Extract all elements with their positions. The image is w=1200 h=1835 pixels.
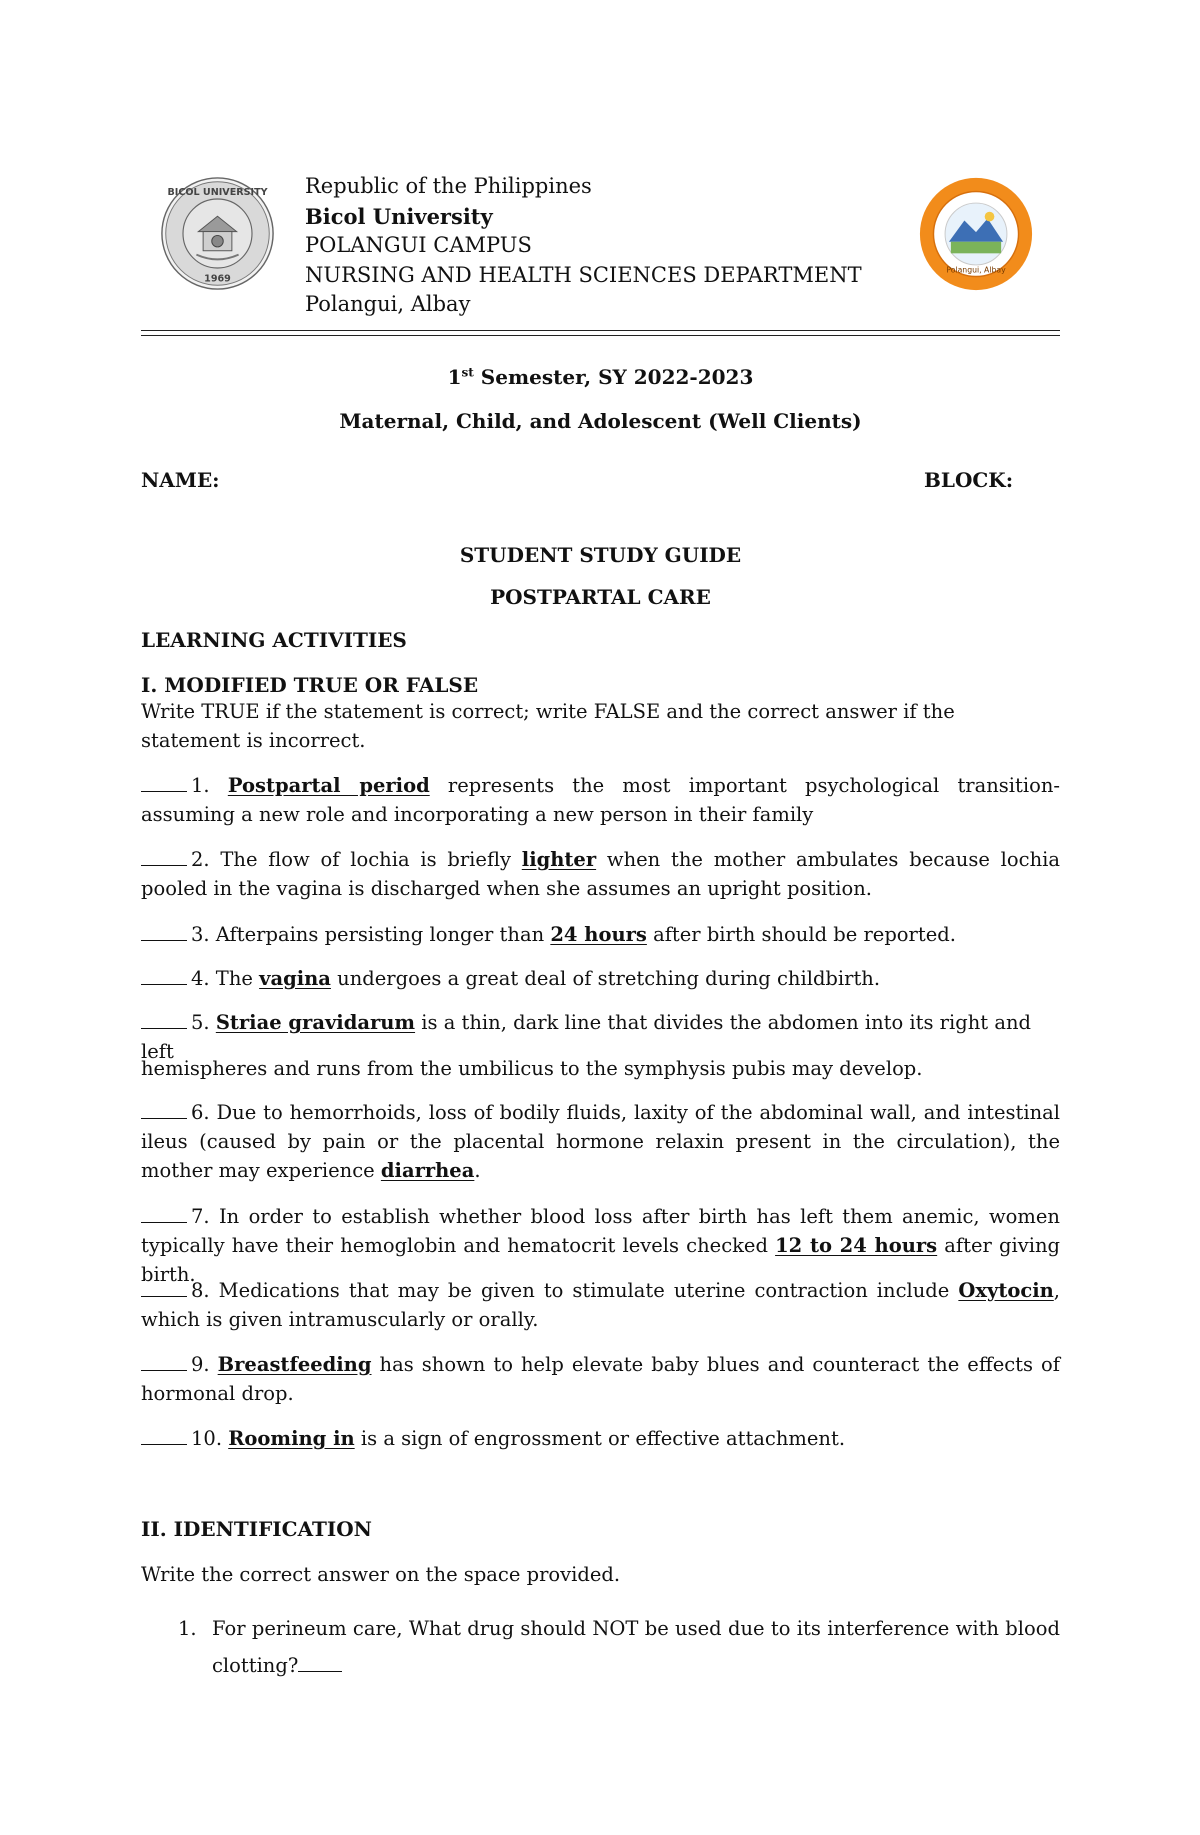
tf-item-text: is a sign of engrossment or effective attachment. [354, 1427, 846, 1450]
tf-item-number: 5. [191, 1011, 210, 1034]
header-republic: Republic of the Philippines [305, 174, 592, 198]
learning-activities-heading: LEARNING ACTIVITIES [141, 628, 407, 652]
tf-item-number: 9. [191, 1353, 210, 1376]
tf-key-term: lighter [521, 848, 597, 871]
svg-text:BICOL UNIVERSITY: BICOL UNIVERSITY [167, 187, 268, 199]
identification-item-text: For perineum care, What drug should NOT be used due to its interference with blood clotting? [212, 1617, 1060, 1677]
block-label: BLOCK: [924, 468, 1014, 492]
answer-blank[interactable] [141, 1426, 187, 1445]
tf-item-number: 6. [191, 1101, 210, 1124]
identification-item-number: 1. [178, 1617, 197, 1640]
answer-blank[interactable] [141, 966, 187, 985]
header-campus: POLANGUI CAMPUS [305, 233, 532, 257]
answer-blank[interactable] [141, 1278, 187, 1297]
answer-blank[interactable] [141, 1010, 187, 1029]
tf-item-text: is a thin, dark line that divides the abdomen into its right and left [141, 1011, 1031, 1063]
tf-item-number: 8. [191, 1279, 210, 1302]
tf-item-1 [141, 771, 1060, 829]
answer-blank[interactable] [141, 1204, 187, 1223]
identification-item-1 [178, 1610, 1060, 1684]
tf-item-5-continuation: hemispheres and runs from the umbilicus to the symphysis pubis may develop. [141, 1057, 923, 1080]
tf-item-text: Due to hemorrhoids, loss of bodily fluids, laxity of the abdominal wall, and intestinal ileus (caused by pain or the placental hormone relaxin present in the circulation), the mother may experience [141, 1101, 1060, 1182]
tf-key-term: Breastfeeding [217, 1353, 372, 1376]
tf-item-text [210, 774, 228, 797]
study-guide-topic: POSTPARTAL CARE [490, 585, 711, 609]
tf-item-text: Afterpains persisting longer than [209, 923, 551, 946]
part1-heading: I. MODIFIED TRUE OR FALSE [141, 673, 479, 697]
tf-item-text: The flow of lochia is briefly [209, 848, 522, 871]
tf-item-number: 1. [191, 774, 210, 797]
tf-item-number: 3. [191, 923, 210, 946]
tf-key-term: Oxytocin [958, 1279, 1054, 1302]
tf-item-number: 10. [191, 1427, 223, 1450]
answer-blank[interactable] [141, 922, 187, 941]
tf-item-number: 7. [191, 1205, 210, 1228]
header-department: NURSING AND HEALTH SCIENCES DEPARTMENT [305, 262, 862, 287]
tf-item-text [210, 1353, 218, 1376]
header-location: Polangui, Albay [305, 292, 471, 316]
tf-item-text: . [474, 1159, 481, 1182]
svg-text:1969: 1969 [204, 273, 231, 285]
tf-item-text: when the mother ambulates because lochia pooled in the vagina is discharged when she assumes an upright position. [141, 848, 1060, 900]
part1-instructions: Write TRUE if the statement is correct; write FALSE and the correct answer if the statement is incorrect. [141, 700, 955, 752]
tf-item-text: , which is given intramuscularly or orally. [141, 1279, 1060, 1331]
tf-item-text: In order to establish whether blood loss after birth has left them anemic, women typically have their hemoglobin and hematocrit levels checked [141, 1205, 1060, 1257]
tf-key-term: vagina [259, 967, 331, 990]
tf-item-2 [141, 845, 1060, 903]
tf-item-text: The [209, 967, 260, 990]
tf-item-text: represents the most important psychological transition- assuming a new role and incorporating a new person in their family [141, 774, 1060, 826]
tf-item-10 [141, 1424, 1060, 1453]
polangui-campus-seal-logo [918, 176, 1034, 292]
answer-blank[interactable] [141, 1100, 187, 1119]
tf-key-term: Rooming in [228, 1427, 355, 1450]
tf-item-number: 4. [191, 967, 210, 990]
semester-suffix: st [461, 365, 474, 380]
semester-text: Semester, SY 2022-2023 [473, 365, 754, 389]
semester-line [141, 365, 1060, 389]
tf-item-3 [141, 920, 1060, 949]
study-guide-title: STUDENT STUDY GUIDE [459, 543, 742, 567]
answer-blank[interactable] [141, 1352, 187, 1371]
course-title: Maternal, Child, and Adolescent (Well Clients) [339, 409, 862, 433]
tf-item-8 [141, 1276, 1060, 1334]
header-rule-top [141, 330, 1060, 331]
tf-item-4 [141, 964, 1060, 993]
tf-key-term: diarrhea [380, 1159, 475, 1182]
tf-key-term: 12 to 24 hours [775, 1234, 938, 1257]
tf-item-text: has shown to help elevate baby blues and counteract the effects of hormonal drop. [141, 1353, 1060, 1405]
tf-key-term: Postpartal period [227, 774, 430, 797]
part2-instructions: Write the correct answer on the space provided. [141, 1563, 621, 1586]
semester-number: 1 [447, 365, 462, 389]
svg-text:Polangui, Albay: Polangui, Albay [946, 265, 1006, 275]
header-rule-bottom [141, 335, 1060, 336]
institution-header [305, 172, 862, 320]
answer-blank[interactable] [141, 773, 187, 792]
header-university: Bicol University [305, 203, 493, 229]
tf-key-term: 24 hours [550, 923, 647, 946]
tf-item-text: Medications that may be given to stimulate uterine contraction include [209, 1279, 959, 1302]
answer-blank[interactable] [298, 1653, 342, 1672]
tf-item-6 [141, 1098, 1060, 1185]
answer-blank[interactable] [141, 847, 187, 866]
tf-key-term: Striae gravidarum [215, 1011, 416, 1034]
bicol-university-seal-logo [160, 176, 275, 291]
name-label: NAME: [141, 468, 220, 492]
tf-item-number: 2. [191, 848, 210, 871]
tf-item-9 [141, 1350, 1060, 1408]
part2-heading: II. IDENTIFICATION [141, 1517, 372, 1541]
tf-item-text: after birth should be reported. [646, 923, 956, 946]
tf-item-text: after giving birth. [141, 1234, 1060, 1286]
tf-item-text: undergoes a great deal of stretching during childbirth. [330, 967, 881, 990]
